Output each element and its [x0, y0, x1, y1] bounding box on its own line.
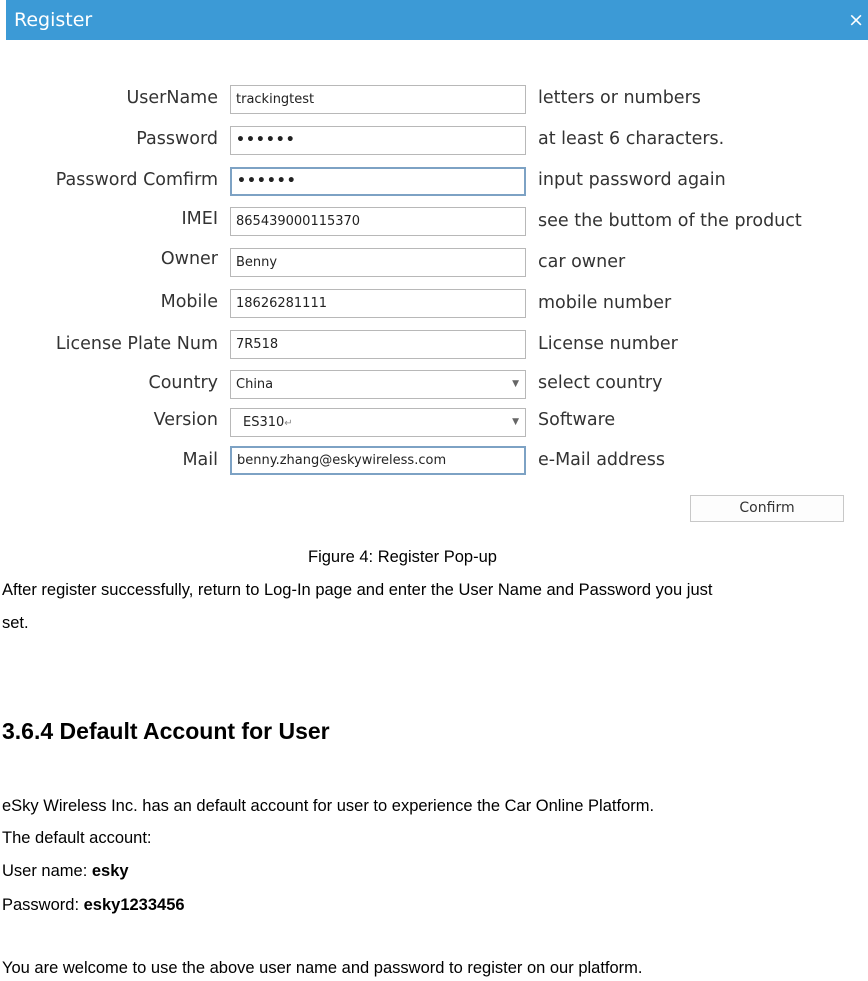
dialog-title: Register: [14, 9, 93, 31]
owner-label: Owner: [160, 249, 218, 269]
country-select-value: China: [236, 377, 274, 392]
mail-hint: e-Mail address: [538, 450, 665, 470]
username-line: [2, 862, 129, 881]
mobile-label: Mobile: [160, 292, 218, 312]
password-input[interactable]: ••••••: [230, 126, 526, 155]
mail-input[interactable]: benny.zhang@eskywireless.com: [230, 446, 526, 475]
owner-input[interactable]: Benny: [230, 248, 526, 277]
username-line-value: esky: [91, 862, 129, 880]
password-line-value: esky1233456: [83, 896, 185, 914]
mobile-input[interactable]: 18626281111: [230, 289, 526, 318]
paragraph-line: After register successfully, return to Log-In page and enter the User Name and Password you just: [2, 581, 713, 599]
imei-hint: see the buttom of the product: [538, 211, 802, 231]
dialog-titlebar: [6, 0, 868, 40]
return-mark-icon: ↵: [284, 418, 293, 429]
username-label: UserName: [126, 88, 218, 108]
imei-label: IMEI: [181, 209, 218, 229]
mobile-hint: mobile number: [538, 293, 672, 313]
owner-hint: car owner: [538, 252, 626, 272]
license-plate-input[interactable]: 7R518: [230, 330, 526, 359]
imei-input[interactable]: 865439000115370: [230, 207, 526, 236]
username-input[interactable]: trackingtest: [230, 85, 526, 114]
close-icon[interactable]: ×: [848, 9, 864, 31]
mail-label: Mail: [182, 450, 218, 470]
password-line: [2, 896, 185, 915]
paragraph-line: You are welcome to use the above user name and password to register on our platform.: [2, 959, 643, 977]
version-hint: Software: [538, 410, 616, 430]
username-hint: letters or numbers: [538, 88, 701, 108]
version-select-value: ES310: [243, 415, 285, 430]
paragraph-line: eSky Wireless Inc. has an default account for user to experience the Car Online Platform.: [2, 797, 655, 815]
username-line-label: User name:: [2, 862, 92, 880]
country-hint: select country: [538, 373, 663, 393]
section-heading: 3.6.4 Default Account for User: [2, 718, 330, 744]
dropdown-arrow-icon: ▼: [512, 417, 519, 427]
country-label: Country: [148, 373, 218, 393]
figure-caption: Figure 4: Register Pop-up: [308, 548, 497, 566]
country-select[interactable]: [230, 370, 526, 399]
password-confirm-label: Password Comfirm: [55, 170, 218, 190]
license-plate-label: License Plate Num: [55, 334, 218, 354]
password-line-label: Password:: [2, 896, 84, 914]
password-label: Password: [136, 129, 218, 149]
password-confirm-hint: input password again: [538, 170, 726, 190]
version-label: Version: [153, 410, 218, 430]
password-confirm-input[interactable]: ••••••: [230, 167, 526, 196]
version-select[interactable]: [230, 408, 526, 437]
confirm-button[interactable]: Confirm: [690, 495, 844, 522]
license-plate-hint: License number: [538, 334, 678, 354]
password-hint: at least 6 characters.: [538, 129, 725, 149]
dropdown-arrow-icon: ▼: [512, 379, 519, 389]
paragraph-line: set.: [2, 614, 29, 632]
paragraph-line: The default account:: [2, 829, 152, 847]
